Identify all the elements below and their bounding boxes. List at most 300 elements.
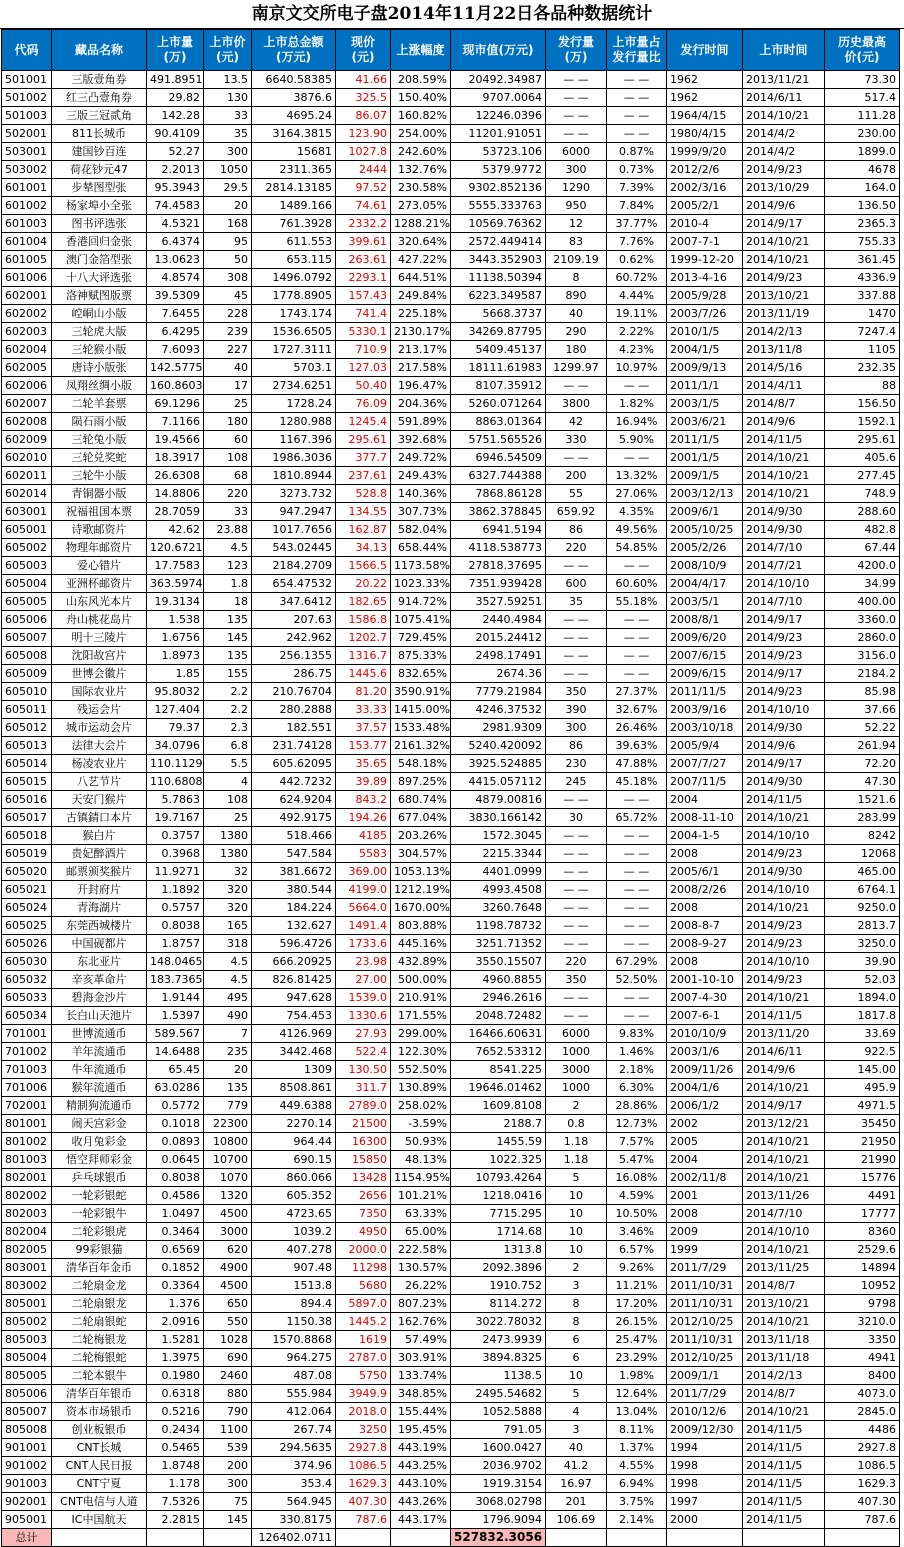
cell-current-price: 263.61: [336, 251, 391, 269]
cell-high: 295.61: [825, 431, 900, 449]
cell-listed-qty: 127.404: [147, 701, 204, 719]
cell-listed-qty: 0.1018: [147, 1115, 204, 1133]
cell-ratio: 4.59%: [607, 1187, 667, 1205]
cell-change: 348.85%: [391, 1385, 451, 1403]
cell-code: 601005: [2, 251, 52, 269]
cell-code: 605010: [2, 683, 52, 701]
cell-ratio: 2.18%: [607, 1061, 667, 1079]
cell-issue-date: 1994: [667, 1439, 743, 1457]
cell-list-date: 2014/10/21: [743, 1079, 825, 1097]
cell-listed-price: 165: [204, 917, 252, 935]
cell-issue-qty: 1290: [546, 179, 607, 197]
cell-listed-amount: 1778.8905: [252, 287, 336, 305]
cell-name: 811长城币: [52, 125, 147, 143]
cell-listed-price: 2.2: [204, 701, 252, 719]
cell-listed-price: 620: [204, 1241, 252, 1259]
cell-list-date: 2014/9/6: [743, 737, 825, 755]
cell-market-value: 2572.449414: [451, 233, 546, 251]
cell-market-value: 3527.59251: [451, 593, 546, 611]
table-row: [2, 1457, 900, 1475]
cell-code: 805003: [2, 1331, 52, 1349]
cell-ratio: 3.46%: [607, 1223, 667, 1241]
cell-listed-price: 650: [204, 1295, 252, 1313]
cell-high: 6764.1: [825, 881, 900, 899]
cell-market-value: 2048.72482: [451, 1007, 546, 1025]
cell-issue-qty: 200: [546, 467, 607, 485]
cell-listed-qty: 19.3134: [147, 593, 204, 611]
cell-code: 605003: [2, 557, 52, 575]
cell-name: 八艺节片: [52, 773, 147, 791]
cell-market-value: 8107.35912: [451, 377, 546, 395]
cell-high: 2365.3: [825, 215, 900, 233]
cell-change: 254.00%: [391, 125, 451, 143]
cell-high: 755.33: [825, 233, 900, 251]
cell-listed-amount: 267.74: [252, 1421, 336, 1439]
cell-code: 801002: [2, 1133, 52, 1151]
cell-market-value: 7715.295: [451, 1205, 546, 1223]
cell-ratio: — —: [607, 845, 667, 863]
cell-listed-price: 690: [204, 1349, 252, 1367]
cell-list-date: 2014/4/11: [743, 377, 825, 395]
cell-code: 901003: [2, 1475, 52, 1493]
cell-code: 901001: [2, 1439, 52, 1457]
table-row: [2, 197, 900, 215]
cell-listed-price: 495: [204, 989, 252, 1007]
cell-name: 中国砚都片: [52, 935, 147, 953]
cell-listed-qty: 0.6318: [147, 1385, 204, 1403]
cell-issue-date: 2005/6/1: [667, 863, 743, 881]
cell-list-date: 2014/2/13: [743, 1367, 825, 1385]
cell-listed-price: 35: [204, 125, 252, 143]
cell-current-price: 76.09: [336, 395, 391, 413]
cell-listed-qty: 0.3968: [147, 845, 204, 863]
cell-listed-qty: 0.5772: [147, 1097, 204, 1115]
table-row: [2, 395, 900, 413]
cell-name: 二轮梅银蛇: [52, 1349, 147, 1367]
cell-issue-date: 1998: [667, 1457, 743, 1475]
cell-name: CNT电信与人道: [52, 1493, 147, 1511]
cell-listed-price: 320: [204, 881, 252, 899]
cell-issue-date: 2001: [667, 1187, 743, 1205]
cell-ratio: 45.18%: [607, 773, 667, 791]
cell-change: 249.72%: [391, 449, 451, 467]
cell-listed-amount: 605.62095: [252, 755, 336, 773]
cell-high: 136.50: [825, 197, 900, 215]
cell-market-value: 1022.325: [451, 1151, 546, 1169]
table-row: [2, 1025, 900, 1043]
cell-change: 307.73%: [391, 503, 451, 521]
cell-issue-qty: 55: [546, 485, 607, 503]
cell-high: 495.9: [825, 1079, 900, 1097]
cell-current-price: 27.00: [336, 971, 391, 989]
cell-listed-qty: 120.6721: [147, 539, 204, 557]
cell-high: 465.00: [825, 863, 900, 881]
cell-listed-price: 123: [204, 557, 252, 575]
cell-current-price: 1491.4: [336, 917, 391, 935]
table-row: [2, 719, 900, 737]
cell-code: 601002: [2, 197, 52, 215]
table-row: [2, 899, 900, 917]
table-row: [2, 845, 900, 863]
cell-market-value: 3022.78032: [451, 1313, 546, 1331]
cell-listed-qty: 34.0796: [147, 737, 204, 755]
cell-list-date: 2014/9/30: [743, 773, 825, 791]
cell-change: 445.16%: [391, 935, 451, 953]
cell-listed-price: 2.3: [204, 719, 252, 737]
cell-change: 432.89%: [391, 953, 451, 971]
cell-listed-qty: 1.9144: [147, 989, 204, 1007]
cell-listed-amount: 1536.6505: [252, 323, 336, 341]
cell-market-value: 3251.71352: [451, 935, 546, 953]
cell-current-price: 2444: [336, 161, 391, 179]
cell-listed-amount: 15681: [252, 143, 336, 161]
cell-issue-date: 2009/12/30: [667, 1421, 743, 1439]
cell-listed-amount: 654.47532: [252, 575, 336, 593]
cell-change: 203.26%: [391, 827, 451, 845]
cell-listed-price: 880: [204, 1385, 252, 1403]
cell-listed-qty: 1.85: [147, 665, 204, 683]
table-row: [2, 917, 900, 935]
cell-name: 城市运动会片: [52, 719, 147, 737]
cell-market-value: 5409.45137: [451, 341, 546, 359]
cell-listed-qty: 0.3364: [147, 1277, 204, 1295]
cell-current-price: 153.77: [336, 737, 391, 755]
cell-change: 204.36%: [391, 395, 451, 413]
cell-ratio: 39.63%: [607, 737, 667, 755]
cell-change: 195.45%: [391, 1421, 451, 1439]
cell-change: 914.72%: [391, 593, 451, 611]
cell-code: 605004: [2, 575, 52, 593]
cell-market-value: 1600.0427: [451, 1439, 546, 1457]
cell-market-value: 7351.939428: [451, 575, 546, 593]
cell-code: 803002: [2, 1277, 52, 1295]
cell-change: 1154.95%: [391, 1169, 451, 1187]
cell-listed-price: 135: [204, 1079, 252, 1097]
cell-high: 8360: [825, 1223, 900, 1241]
cell-change: 1415.00%: [391, 701, 451, 719]
cell-listed-qty: 1.8973: [147, 647, 204, 665]
cell-listed-price: 60: [204, 431, 252, 449]
cell-change: 582.04%: [391, 521, 451, 539]
cell-issue-qty: 3: [546, 1277, 607, 1295]
table-row: [2, 647, 900, 665]
cell-issue-date: 2008-11-10: [667, 809, 743, 827]
cell-high: 21990: [825, 1151, 900, 1169]
cell-list-date: 2014/10/21: [743, 485, 825, 503]
cell-ratio: 16.94%: [607, 413, 667, 431]
header-col-ratio: 上市量占 发行量比: [607, 30, 667, 71]
cell-list-date: 2014/9/30: [743, 503, 825, 521]
cell-listed-amount: 374.96: [252, 1457, 336, 1475]
cell-issue-date: 2011/7/29: [667, 1385, 743, 1403]
cell-list-date: 2014/10/21: [743, 899, 825, 917]
cell-list-date: 2014/10/21: [743, 1151, 825, 1169]
header-col-issue-qty: 发行量 (万): [546, 30, 607, 71]
cell-current-price: 5897.0: [336, 1295, 391, 1313]
cell-change: 500.00%: [391, 971, 451, 989]
cell-listed-price: 2.2: [204, 683, 252, 701]
cell-listed-amount: 487.08: [252, 1367, 336, 1385]
cell-listed-qty: 142.5775: [147, 359, 204, 377]
cell-issue-qty: 6: [546, 1349, 607, 1367]
cell-name: 崆峒山小版: [52, 305, 147, 323]
cell-code: 803001: [2, 1259, 52, 1277]
cell-current-price: 1445.2: [336, 1313, 391, 1331]
cell-list-date: 2014/8/7: [743, 1277, 825, 1295]
cell-ratio: 37.77%: [607, 215, 667, 233]
cell-issue-date: 2011/1/5: [667, 431, 743, 449]
cell-issue-date: 2004: [667, 1151, 743, 1169]
cell-name: 建国钞百连: [52, 143, 147, 161]
cell-market-value: 16466.60631: [451, 1025, 546, 1043]
cell-market-value: 2473.9939: [451, 1331, 546, 1349]
table-row: [2, 1007, 900, 1025]
cell-code: 701006: [2, 1079, 52, 1097]
cell-change: 155.44%: [391, 1403, 451, 1421]
cell-change: 122.30%: [391, 1043, 451, 1061]
cell-issue-date: 2008: [667, 953, 743, 971]
cell-name: 二轮彩银虎: [52, 1223, 147, 1241]
cell-name: 一轮彩银蛇: [52, 1187, 147, 1205]
cell-listed-qty: 1.538: [147, 611, 204, 629]
cell-change: 443.25%: [391, 1457, 451, 1475]
cell-current-price: 2018.0: [336, 1403, 391, 1421]
cell-high: 283.99: [825, 809, 900, 827]
cell-issue-qty: 659.92: [546, 503, 607, 521]
cell-listed-price: 13.5: [204, 71, 252, 89]
cell-issue-qty: 10: [546, 1205, 607, 1223]
cell-market-value: 4993.4508: [451, 881, 546, 899]
cell-issue-qty: 10: [546, 1367, 607, 1385]
cell-current-price: 843.2: [336, 791, 391, 809]
cell-high: 73.30: [825, 71, 900, 89]
cell-name: 残运会片: [52, 701, 147, 719]
cell-current-price: 2293.1: [336, 269, 391, 287]
cell-code: 602008: [2, 413, 52, 431]
cell-list-date: 2013/11/19: [743, 305, 825, 323]
cell-listed-qty: 0.8038: [147, 1169, 204, 1187]
cell-ratio: 7.76%: [607, 233, 667, 251]
table-row: [2, 287, 900, 305]
cell-name: 世博会徽片: [52, 665, 147, 683]
cell-listed-amount: 347.6412: [252, 593, 336, 611]
cell-list-date: 2014/9/23: [743, 683, 825, 701]
cell-code: 801003: [2, 1151, 52, 1169]
cell-market-value: 4960.8855: [451, 971, 546, 989]
cell-listed-price: 4500: [204, 1205, 252, 1223]
cell-current-price: 2332.2: [336, 215, 391, 233]
cell-high: 85.98: [825, 683, 900, 701]
cell-change: 304.57%: [391, 845, 451, 863]
cell-listed-price: 1050: [204, 161, 252, 179]
table-row: [2, 1169, 900, 1187]
cell-listed-price: 320: [204, 899, 252, 917]
table-row: [2, 305, 900, 323]
cell-listed-qty: 0.0645: [147, 1151, 204, 1169]
cell-code: 605002: [2, 539, 52, 557]
cell-issue-date: 1962: [667, 89, 743, 107]
cell-issue-date: 2003/10/18: [667, 719, 743, 737]
cell-listed-amount: 754.453: [252, 1007, 336, 1025]
cell-issue-date: 2008/10/9: [667, 557, 743, 575]
cell-listed-qty: 110.1129: [147, 755, 204, 773]
cell-issue-date: 2009: [667, 1223, 743, 1241]
cell-code: 602002: [2, 305, 52, 323]
cell-market-value: 12246.0396: [451, 107, 546, 125]
cell-ratio: 16.08%: [607, 1169, 667, 1187]
cell-code: 605025: [2, 917, 52, 935]
cell-change: 552.50%: [391, 1061, 451, 1079]
cell-listed-price: 1.8: [204, 575, 252, 593]
header-col-listed-amount: 上市总金额 (万元): [252, 30, 336, 71]
cell-list-date: 2014/10/21: [743, 1241, 825, 1259]
cell-listed-price: 4.5: [204, 539, 252, 557]
cell-code: 605014: [2, 755, 52, 773]
cell-listed-qty: 491.8951: [147, 71, 204, 89]
cell-high: 2184.2: [825, 665, 900, 683]
cell-listed-amount: 442.7232: [252, 773, 336, 791]
cell-listed-amount: 412.064: [252, 1403, 336, 1421]
cell-name: 三轮兑奖蛇: [52, 449, 147, 467]
cell-listed-price: 490: [204, 1007, 252, 1025]
cell-name: 明十三陵片: [52, 629, 147, 647]
cell-name: 凤翔丝绸小版: [52, 377, 147, 395]
header-col-market-value: 现市值(万元): [451, 30, 546, 71]
table-row: [2, 467, 900, 485]
table-row: [2, 665, 900, 683]
cell-change: 48.13%: [391, 1151, 451, 1169]
cell-market-value: 4246.37532: [451, 701, 546, 719]
cell-current-price: 4950: [336, 1223, 391, 1241]
cell-issue-date: 2004/1/6: [667, 1079, 743, 1097]
cell-name: CNT长城: [52, 1439, 147, 1457]
cell-listed-amount: 3164.3815: [252, 125, 336, 143]
cell-high: 156.50: [825, 395, 900, 413]
cell-code: 605015: [2, 773, 52, 791]
cell-name: 闹天宫彩金: [52, 1115, 147, 1133]
cell-market-value: 1572.3045: [451, 827, 546, 845]
cell-listed-price: 25: [204, 809, 252, 827]
cell-current-price: 41.66: [336, 71, 391, 89]
table-row: [2, 827, 900, 845]
cell-code: 605032: [2, 971, 52, 989]
cell-listed-price: 7: [204, 1025, 252, 1043]
cell-issue-date: 2009/1/5: [667, 467, 743, 485]
cell-change: 1173.58%: [391, 557, 451, 575]
table-header: [2, 30, 900, 71]
cell-ratio: 11.21%: [607, 1277, 667, 1295]
cell-high: 72.20: [825, 755, 900, 773]
cell-market-value: 3894.8325: [451, 1349, 546, 1367]
cell-high: 1592.1: [825, 413, 900, 431]
cell-code: 802001: [2, 1169, 52, 1187]
cell-listed-price: 1380: [204, 827, 252, 845]
cell-name: 资本市场银币: [52, 1403, 147, 1421]
cell-issue-date: 2010/12/6: [667, 1403, 743, 1421]
cell-list-date: 2014/6/11: [743, 1043, 825, 1061]
cell-listed-amount: 543.02445: [252, 539, 336, 557]
cell-high: 482.8: [825, 521, 900, 539]
cell-list-date: 2013/12/21: [743, 1115, 825, 1133]
cell-market-value: 5240.420092: [451, 737, 546, 755]
cell-current-price: 123.90: [336, 125, 391, 143]
cell-listed-price: 130: [204, 89, 252, 107]
cell-ratio: — —: [607, 791, 667, 809]
cell-market-value: 5555.333763: [451, 197, 546, 215]
table-row: [2, 89, 900, 107]
cell-ratio: 10.97%: [607, 359, 667, 377]
cell-market-value: 4415.057112: [451, 773, 546, 791]
cell-ratio: 7.57%: [607, 1133, 667, 1151]
cell-change: 658.44%: [391, 539, 451, 557]
cell-list-date: 2014/9/23: [743, 161, 825, 179]
cell-list-date: 2014/10/21: [743, 251, 825, 269]
cell-market-value: 9302.852136: [451, 179, 546, 197]
cell-listed-qty: 26.6308: [147, 467, 204, 485]
cell-listed-amount: 761.3928: [252, 215, 336, 233]
table-row: [2, 737, 900, 755]
cell-current-price: 4185: [336, 827, 391, 845]
cell-high: 7247.4: [825, 323, 900, 341]
cell-list-date: 2014/4/2: [743, 125, 825, 143]
cell-change: 1075.41%: [391, 611, 451, 629]
cell-listed-price: 145: [204, 629, 252, 647]
cell-issue-date: 2001/1/5: [667, 449, 743, 467]
cell-issue-date: 2006/1/2: [667, 1097, 743, 1115]
cell-ratio: 49.56%: [607, 521, 667, 539]
cell-list-date: 2014/7/10: [743, 593, 825, 611]
cell-listed-price: 227: [204, 341, 252, 359]
table-row: [2, 413, 900, 431]
cell-listed-amount: 1017.7656: [252, 521, 336, 539]
cell-market-value: 7868.86128: [451, 485, 546, 503]
cell-high: 52.22: [825, 719, 900, 737]
table-row: [2, 1259, 900, 1277]
cell-issue-qty: 86: [546, 737, 607, 755]
cell-code: 801001: [2, 1115, 52, 1133]
cell-listed-qty: 52.27: [147, 143, 204, 161]
cell-listed-qty: 183.7365: [147, 971, 204, 989]
cell-current-price: 5750: [336, 1367, 391, 1385]
table-row: [2, 143, 900, 161]
cell-ratio: — —: [607, 917, 667, 935]
cell-listed-amount: 1280.988: [252, 413, 336, 431]
cell-listed-amount: 2311.365: [252, 161, 336, 179]
cell-change: 3590.91%: [391, 683, 451, 701]
total-amount: 126402.0711: [252, 1529, 336, 1547]
cell-high: 15776: [825, 1169, 900, 1187]
cell-change: 101.21%: [391, 1187, 451, 1205]
cell-issue-date: 2000: [667, 1511, 743, 1529]
cell-current-price: 3250: [336, 1421, 391, 1439]
cell-name: CNT宁夏: [52, 1475, 147, 1493]
cell-change: 443.17%: [391, 1511, 451, 1529]
cell-name: 山东风光本片: [52, 593, 147, 611]
cell-current-price: 325.5: [336, 89, 391, 107]
cell-listed-price: 308: [204, 269, 252, 287]
cell-current-price: 1733.6: [336, 935, 391, 953]
cell-high: 1894.0: [825, 989, 900, 1007]
cell-market-value: 1313.8: [451, 1241, 546, 1259]
cell-ratio: 27.37%: [607, 683, 667, 701]
table-row: [2, 593, 900, 611]
cell-high: 111.28: [825, 107, 900, 125]
cell-list-date: 2014/10/10: [743, 827, 825, 845]
cell-change: 57.49%: [391, 1331, 451, 1349]
cell-high: 4971.5: [825, 1097, 900, 1115]
cell-listed-amount: 2184.2709: [252, 557, 336, 575]
cell-change: 249.43%: [391, 467, 451, 485]
